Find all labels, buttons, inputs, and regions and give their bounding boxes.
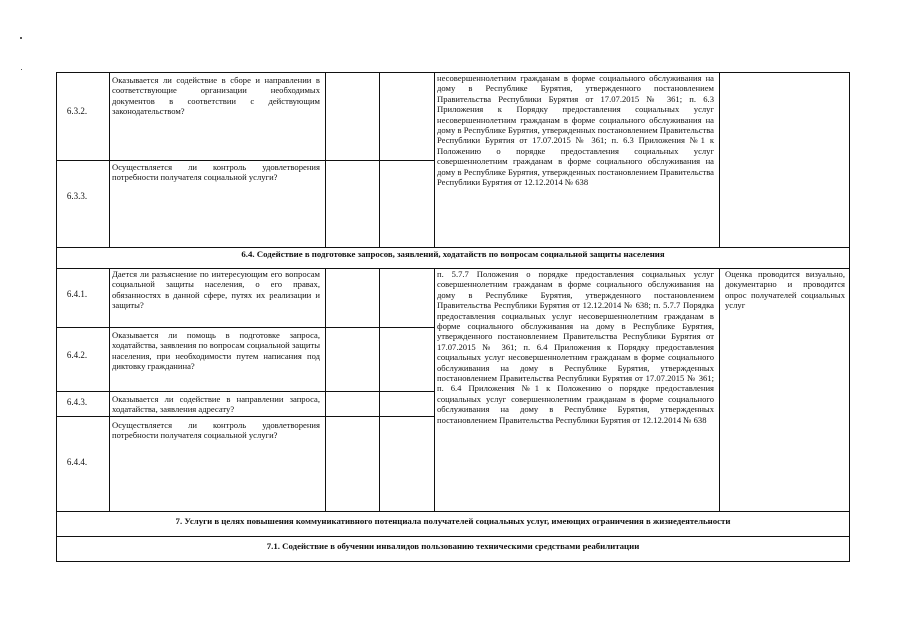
row-number: 6.4.4. [66,457,88,467]
question-text: Осуществляется ли контроль удовлетворения потребности получателя социальной услуги? [112,420,320,441]
assessment-method: Оценка проводится визуально, документарно и проводится опрос получателей социальных услуг [725,269,845,311]
subsection-heading: 7.1. Содействие в обучении инвалидов пользованию техническими средствами реабилитации [266,541,640,551]
question-text: Дается ли разъяснение по интересующим его вопросам социальной защиты населения, о его правах, обязанностях в данной сфере, путях их реализации и защиты? [112,269,320,311]
scan-speck [20,37,22,39]
question-text: Оказывается ли помощь в подготовке запроса, ходатайства, заявления по вопросам социальной защиты населения, при необходимости путем написания под диктовку гражданина? [112,330,320,372]
scan-speck [21,69,22,70]
row-number: 6.3.3. [66,191,88,201]
row-number: 6.4.1. [66,289,88,299]
normative-reference: несовершеннолетним гражданам в форме социального обслуживания на дому в Республике Бурятия, утвержденного постановлением Правительства Республики Бурятия от 17.07.2015 № 361; п. 6.3 Приложения к Порядку предоставления социальных услуг несовершеннолетним гражданам в форме социального обслуживания на дому в Республике Бурятия, утвержденных постановлением Правительства Республики Бурятия от 17.07.2015 № 361; п. 6.3 Приложения №1 к Положению о порядке предоставления социальных услуг совершеннолетним гражданам в форме социального обслуживания на дому в Республике Бурятия, утвержденных постановлением Правительства Республики Бурятия от 12.12.2014 № 638 [437,73,714,188]
question-text: Осуществляется ли контроль удовлетворения потребности получателя социальной услуги? [112,162,320,183]
question-text: Оказывается ли содействие в направлении запроса, ходатайства, заявления адресату? [112,394,320,415]
section-heading: 6.4. Содействие в подготовке запросов, заявлений, ходатайств по вопросам социальной защиты населения [241,249,665,259]
row-number: 6.3.2. [66,106,88,116]
row-number: 6.4.2. [66,350,88,360]
question-text: Оказывается ли содействие в сборе и направлении в соответствующие организации необходимых документов в соответствии с действующим законодательством? [112,75,320,117]
row-number: 6.4.3. [66,397,88,407]
section-heading: 7. Услуги в целях повышения коммуникативного потенциала получателей социальных услуг, имеющих ограничения в жизнедеятельности [175,516,731,526]
normative-reference: п. 5.7.7 Положения о порядке предоставления социальных услуг совершеннолетним гражданам в форме социального обслуживания на дому в Республике Бурятия, утвержденного постановлением Правительства Республики Бурятия от 12.12.2014 № 638; п. 5.7.7 Порядка предоставления социальных услуг несовершеннолетним гражданам в форме социального обслуживания на дому в Республике Бурятия, утвержденного постановлением Правительства Республики Бурятия от 17.07.2015 № 361; п. 6.4 Приложения к Порядку предоставления социальных услуг несовершеннолетним гражданам в форме социального обслуживания на дому в Республике Бурятия, утвержденных постановлением Правительства Республики Бурятия от 17.07.2015 № 361; п. 6.4 Приложения №1 к Положению о порядке предоставления социальных услуг совершеннолетним гражданам в форме социального обслуживания на дому в Республике Бурятия, утвержденных постановлением Правительства Республики Бурятия от 12.12.2014 № 638 [437,269,714,425]
